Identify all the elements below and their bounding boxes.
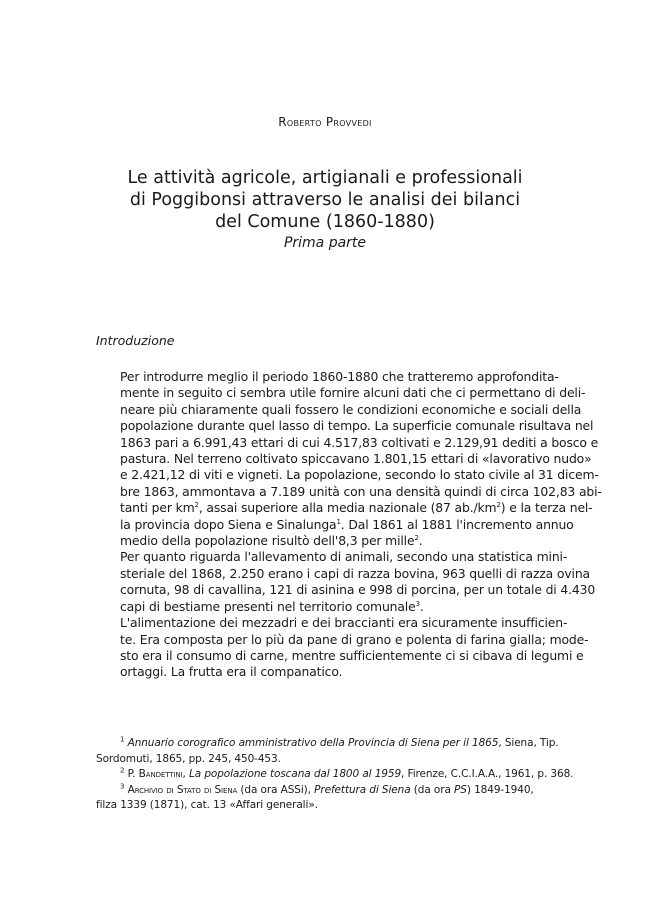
- text-line: Per quanto riguarda l'allevamento di animali, secondo una statistica mini-: [120, 549, 568, 565]
- text-line: e 2.421,12 di viti e vigneti. La popolazione, secondo lo stato civile al 31 dicem-: [120, 467, 599, 483]
- text-line: ortaggi. La frutta era il companatico.: [120, 664, 343, 680]
- text-line: te. Era composta per lo più da pane di grano e polenta di farina gialla; mode-: [120, 631, 589, 647]
- text-line: Per introdurre meglio il periodo 1860-1880 che tratteremo approfondita-: [120, 369, 559, 384]
- paragraph-2: [96, 549, 596, 615]
- section-heading: Introduzione: [96, 333, 175, 348]
- author-name: Roberto Provvedi: [278, 115, 372, 129]
- text-line: cornuta, 98 di cavallina, 121 di asinina e 998 di porcina, per un totale di 4.430: [120, 582, 596, 598]
- text-line: sto era il consumo di carne, mentre sufficientemente ci si cibava di legumi e: [120, 647, 584, 663]
- superscript: 2: [496, 501, 501, 510]
- text-line: medio della popolazione risultò dell'8,3 per mille$^2$.: [120, 533, 423, 549]
- title-line-3: del Comune (1860-1880): [215, 212, 435, 232]
- footnote-ref-3: 3: [415, 599, 420, 608]
- text-line: L'alimentazione dei mezzadri e dei braccianti era sicuramente insufficien-: [120, 615, 568, 631]
- footnotes: [96, 735, 574, 814]
- footnote-ref-2: 2: [414, 533, 419, 542]
- text-line: pastura. Nel terreno coltivato spiccavano 1.801,15 ettari di «lavorativo nudo»: [120, 451, 592, 467]
- text-line: popolazione durante quel lasso di tempo. La superficie comunale risultava nel: [120, 418, 594, 434]
- footnote-1: $^1$ Annuario corografico amministrativo della Provincia di Siena per il 1865, Siena, Tip.: [120, 735, 559, 749]
- superscript: 2: [194, 501, 199, 510]
- paragraph-1: [96, 369, 602, 549]
- text-line: mente in seguito ci sembra utile fornire alcuni dati che ci permettano di deli-: [120, 385, 586, 401]
- text-line: tanti per $km^2$, assai superiore alla media nazionale (87 $ab./km^2$) e la terza nel-: [120, 500, 593, 516]
- footnote-2: $^2$ P. Bandettini, La popolazione toscana dal 1800 al 1959, Firenze, C.C.I.A.A., 1961, p. 368.: [120, 766, 574, 781]
- footnote-3-cont: filza 1339 (1871), cat. 13 «Affari generali».: [96, 799, 318, 812]
- subtitle: Prima parte: [283, 235, 367, 251]
- title-line-2: di Poggibonsi attraverso le analisi dei bilanci: [129, 190, 521, 210]
- text-line: 1863 pari a 6.991,43 ettari di cui 4.517,83 coltivati e 2.129,91 dediti a bosco e: [120, 434, 599, 450]
- text-line: steriale del 1868, 2.250 erano i capi di razza bovina, 963 quelli di razza ovina: [120, 565, 590, 581]
- text-line: capi di bestiame presenti nel territorio comunale$^3$.: [120, 598, 424, 614]
- text-line: neare più chiaramente quali fossero le condizioni economiche e sociali della: [120, 401, 582, 417]
- title-line-1: Le attività agricole, artigianali e professionali: [127, 168, 523, 188]
- footnote-3: $^3$ Archivio di Stato di Siena (da ora ASSi), Prefettura di Siena (da ora PS) 1849-1940,: [120, 782, 534, 796]
- text-line: la provincia dopo Siena e Sinalunga$^1$. Dal 1861 al 1881 l'incremento annuo: [120, 516, 574, 532]
- footnote-1-cont: Sordomuti, 1865, pp. 245, 450-453.: [96, 752, 281, 765]
- body-text: [96, 369, 602, 681]
- article-title: [0, 167, 650, 253]
- paragraph-3: [96, 615, 589, 681]
- text-line: bre 1863, ammontava a 7.189 unità con una densità quindi di circa 102,83 abi-: [120, 483, 602, 499]
- footnote-ref-1: 1: [336, 517, 341, 526]
